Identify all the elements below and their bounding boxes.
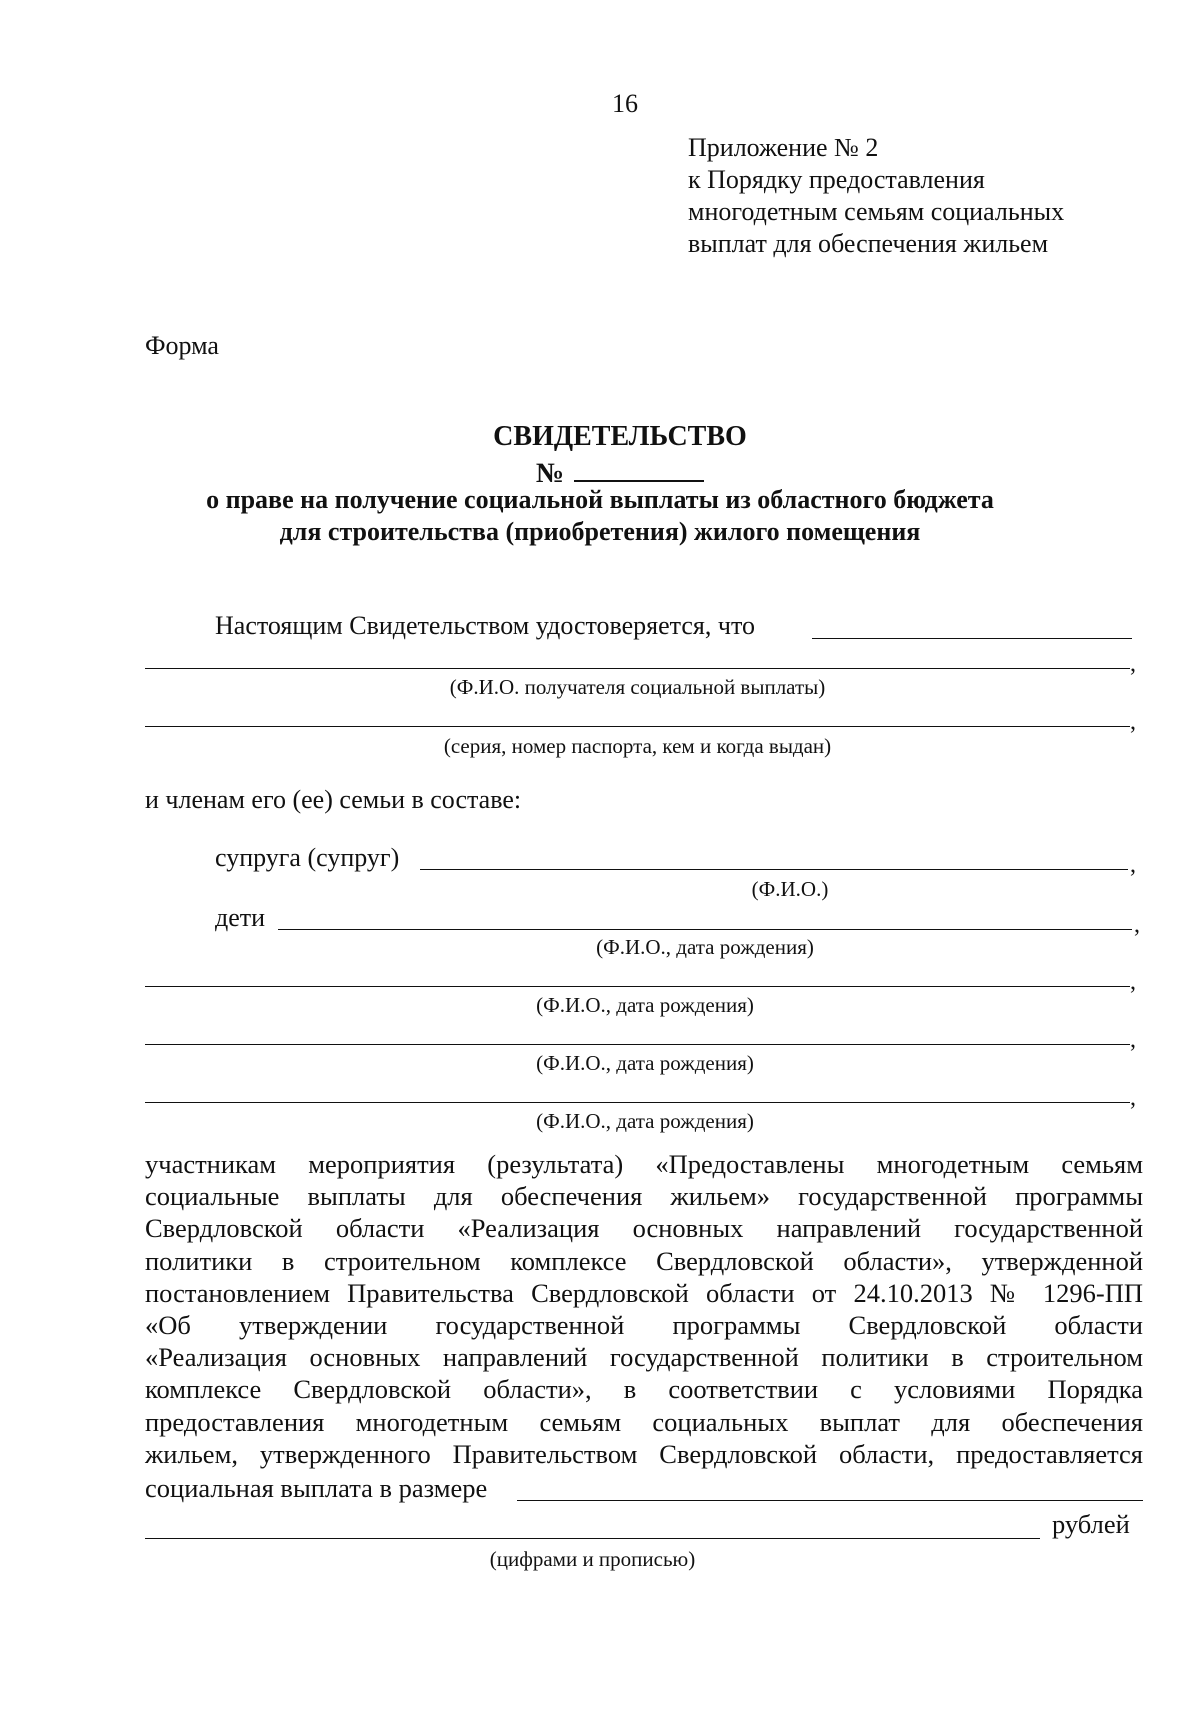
amount-label: социальная выплата в размере — [145, 1473, 488, 1503]
comma: , — [1130, 852, 1136, 878]
paragraph-line: предоставления многодетным семьям социальных выплат для обеспечения — [145, 1406, 1143, 1437]
certificate-title: СВИДЕТЕЛЬСТВО — [493, 421, 747, 452]
paragraph-line: политики в строительном комплексе Свердловской области», утвержденной — [145, 1245, 1143, 1276]
number-label: № — [535, 458, 565, 489]
child-field[interactable] — [145, 986, 1130, 987]
recipient-name-field-start[interactable] — [812, 638, 1132, 639]
child-caption: (Ф.И.О., дата рождения) — [536, 1109, 754, 1133]
passport-field[interactable] — [145, 726, 1130, 727]
spouse-label: супруга (супруг) — [215, 843, 400, 872]
passport-caption: (серия, номер паспорта, кем и когда выдан) — [443, 734, 832, 758]
paragraph-line: Свердловской области «Реализация основных направлений государственной — [145, 1213, 1143, 1244]
certificate-subtitle-line-1: о праве на получение социальной выплаты из областного бюджета — [206, 485, 994, 514]
paragraph-line: «Реализация основных направлений государственной политики в строительном — [145, 1342, 1143, 1373]
child-field[interactable] — [145, 1044, 1130, 1045]
certificate-subtitle-line-2: для строительства (приобретения) жилого помещения — [279, 517, 921, 546]
comma: , — [1130, 709, 1136, 735]
certificate-number-blank[interactable] — [574, 454, 704, 482]
spouse-name-field[interactable] — [420, 869, 1128, 870]
child-caption: (Ф.И.О., дата рождения) — [596, 935, 814, 959]
certifies-text: Настоящим Свидетельством удостоверяется, что — [215, 611, 755, 640]
appendix-header — [688, 132, 1064, 260]
children-label: дети — [215, 903, 266, 932]
family-label: и членам его (ее) семьи в составе: — [145, 785, 522, 814]
amount-field-start[interactable] — [517, 1500, 1143, 1501]
child-field[interactable] — [278, 929, 1132, 930]
appendix-line: многодетным семьям социальных — [688, 197, 1065, 226]
comma: , — [1130, 1027, 1136, 1053]
comma: , — [1130, 651, 1136, 677]
currency-label: рублей — [1052, 1509, 1130, 1539]
recipient-name-field[interactable] — [145, 668, 1130, 669]
paragraph-line: социальные выплаты для обеспечения жильем» государственной программы — [145, 1181, 1143, 1212]
paragraph-line: участникам мероприятия (результата) «Предоставлены многодетным семьям — [145, 1149, 1143, 1179]
paragraph-line: постановлением Правительства Свердловской области от 24.10.2013 № 1296-ПП — [145, 1277, 1143, 1308]
recipient-caption: (Ф.И.О. получателя социальной выплаты) — [449, 675, 826, 699]
appendix-line: Приложение № 2 — [688, 133, 879, 162]
page-number: 16 — [612, 89, 638, 118]
comma: , — [1134, 912, 1140, 938]
child-caption: (Ф.И.О., дата рождения) — [536, 993, 754, 1017]
comma: , — [1130, 1085, 1136, 1111]
comma: , — [1130, 969, 1136, 995]
main-paragraph — [145, 1148, 1143, 1470]
paragraph-line: «Об утверждении государственной программы Свердловской области — [145, 1310, 1143, 1341]
form-label: Форма — [145, 331, 219, 360]
child-field[interactable] — [145, 1102, 1130, 1103]
amount-field[interactable] — [145, 1538, 1040, 1539]
paragraph-line: комплексе Свердловской области», в соответствии с условиями Порядка — [145, 1374, 1143, 1405]
child-caption: (Ф.И.О., дата рождения) — [536, 1051, 754, 1075]
amount-caption: (цифрами и прописью) — [489, 1547, 696, 1571]
spouse-caption: (Ф.И.О.) — [751, 877, 829, 901]
appendix-line: выплат для обеспечения жильем — [688, 229, 1049, 258]
paragraph-line: жильем, утвержденного Правительством Свердловской области, предоставляется — [145, 1438, 1143, 1469]
appendix-line: к Порядку предоставления — [688, 165, 985, 194]
